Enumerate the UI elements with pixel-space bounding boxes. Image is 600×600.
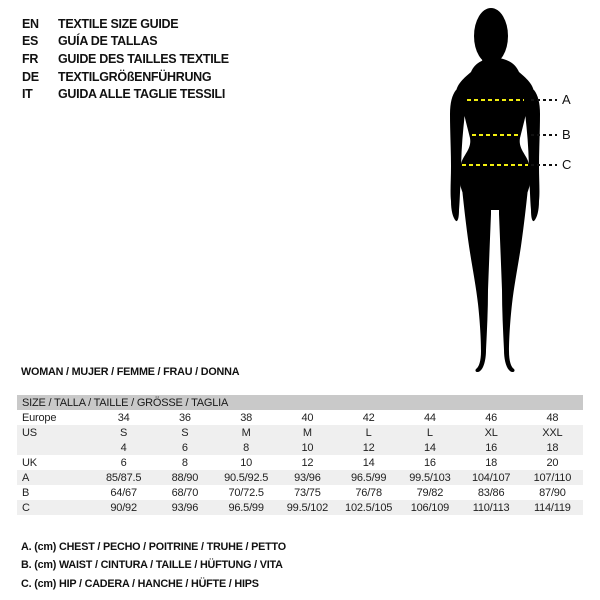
- woman-silhouette: [425, 2, 565, 374]
- table-row-waist-b: [17, 485, 583, 500]
- table-cell: 10: [301, 441, 314, 454]
- legend-chest: A. (cm) CHEST / PECHO / POITRINE / TRUHE / PETTO: [21, 541, 286, 553]
- table-group-title: WOMAN / MUJER / FEMME / FRAU / DONNA: [21, 366, 240, 378]
- table-cell: 102.5/105: [345, 501, 393, 514]
- language-row: [22, 50, 229, 68]
- table-cell: 83/86: [477, 486, 505, 499]
- table-cell: 88/90: [171, 471, 199, 484]
- table-cell: 12: [301, 456, 314, 469]
- table-cell: 96.5/99: [350, 471, 387, 484]
- hip-callout-dots: [531, 164, 557, 166]
- row-label: B: [22, 486, 30, 499]
- table-cell: 93/96: [171, 501, 199, 514]
- chest-callout-dots: [531, 99, 557, 101]
- chest-measure-line: [467, 99, 524, 101]
- table-cell: L: [426, 426, 433, 439]
- row-label: US: [22, 426, 37, 439]
- row-label: UK: [22, 456, 37, 469]
- table-cell: 38: [240, 411, 253, 424]
- table-cell: 20: [546, 456, 559, 469]
- language-title: GUÍA DE TALLAS: [58, 34, 158, 49]
- table-cell: 99.5/103: [409, 471, 451, 484]
- waist-measure-line: [472, 134, 519, 136]
- table-cell: 90/92: [110, 501, 137, 514]
- table-cell: S: [120, 426, 128, 439]
- table-cell: 6: [181, 441, 188, 454]
- silhouette-left-leg: [462, 188, 491, 372]
- language-code: EN: [22, 16, 39, 31]
- table-cell: 14: [362, 456, 375, 469]
- table-row-uk: [17, 455, 583, 470]
- table-cell: 107/110: [533, 471, 572, 484]
- table-header: SIZE / TALLA / TAILLE / GRÖSSE / TAGLIA: [17, 395, 583, 410]
- table-cell: 70/72.5: [228, 486, 264, 499]
- table-cell: S: [181, 426, 189, 439]
- language-code: FR: [22, 51, 39, 66]
- table-cell: 10: [240, 456, 253, 469]
- table-cell: 8: [181, 456, 188, 469]
- table-cell: 18: [485, 456, 498, 469]
- table-cell: 79/82: [416, 486, 444, 499]
- language-title: GUIDA ALLE TAGLIE TESSILI: [58, 87, 226, 102]
- table-cell: L: [365, 426, 372, 439]
- table-cell: 106/109: [410, 501, 450, 514]
- table-cell: 4: [120, 441, 127, 454]
- table-cell: XXL: [542, 426, 563, 439]
- hip-measure-line: [462, 164, 528, 166]
- table-cell: 104/107: [471, 471, 511, 484]
- waist-callout-dots: [531, 134, 557, 136]
- table-cell: 68/70: [171, 486, 199, 499]
- table-row-us: [17, 425, 583, 440]
- table-cell: 64/67: [110, 486, 137, 499]
- table-row-us-numeric: [17, 440, 583, 455]
- table-cell: 12: [362, 441, 375, 454]
- table-cell: 8: [243, 441, 250, 454]
- table-cell: 40: [301, 411, 314, 424]
- table-cell: 110/113: [472, 501, 510, 514]
- table-cell: 42: [362, 411, 375, 424]
- language-title: TEXTILGRÖßENFÜHRUNG: [58, 69, 212, 84]
- table-cell: 6: [120, 456, 127, 469]
- marker-label-c: C: [562, 157, 572, 172]
- table-cell: 96.5/99: [228, 501, 264, 514]
- table-cell: 90.5/92.5: [224, 471, 269, 484]
- table-cell: 99.5/102: [286, 501, 328, 514]
- table-cell: M: [302, 426, 312, 439]
- table-cell: 85/87.5: [105, 471, 142, 484]
- table-row-chest-a: [17, 470, 583, 485]
- table-cell: 93/96: [294, 471, 321, 484]
- marker-label-b: B: [562, 127, 571, 142]
- row-label: C: [22, 501, 30, 514]
- language-row: [22, 15, 229, 33]
- silhouette-right-leg: [499, 188, 528, 372]
- language-code: ES: [22, 34, 39, 49]
- language-title: GUIDE DES TAILLES TEXTILE: [58, 51, 229, 66]
- table-row-hip-c: [17, 500, 583, 515]
- legend-hip: C. (cm) HIP / CADERA / HANCHE / HÜFTE / HIPS: [21, 577, 259, 590]
- marker-label-a: A: [562, 92, 571, 107]
- language-code: DE: [22, 69, 39, 84]
- language-code: IT: [22, 87, 33, 102]
- table-cell: 48: [546, 411, 559, 424]
- row-label: A: [22, 471, 30, 484]
- table-cell: 34: [117, 411, 130, 424]
- table-cell: 16: [485, 441, 498, 454]
- table-cell: M: [241, 426, 251, 439]
- table-cell: 114/119: [534, 501, 571, 514]
- table-cell: 87/90: [539, 486, 566, 499]
- language-title: TEXTILE SIZE GUIDE: [58, 16, 179, 31]
- table-cell: XL: [484, 426, 498, 439]
- language-title-block: [22, 15, 229, 103]
- legend-waist: B. (cm) WAIST / CINTURA / TAILLE / HÜFTUNG / VITA: [21, 559, 283, 572]
- language-row: [22, 33, 229, 51]
- table-cell: 44: [423, 411, 436, 424]
- table-cell: 14: [423, 441, 436, 454]
- table-cell: 36: [178, 411, 191, 424]
- table-cell: 18: [546, 441, 559, 454]
- table-cell: 76/78: [355, 486, 382, 499]
- table-cell: 16: [423, 456, 436, 469]
- table-row-europe: [17, 410, 583, 425]
- table-cell: 46: [485, 411, 498, 424]
- table-cell: 73/75: [294, 486, 321, 499]
- row-label: Europe: [22, 411, 57, 424]
- size-table: [17, 395, 583, 515]
- language-row: [22, 85, 229, 103]
- measurement-legend: [21, 541, 286, 596]
- language-row: [22, 68, 229, 86]
